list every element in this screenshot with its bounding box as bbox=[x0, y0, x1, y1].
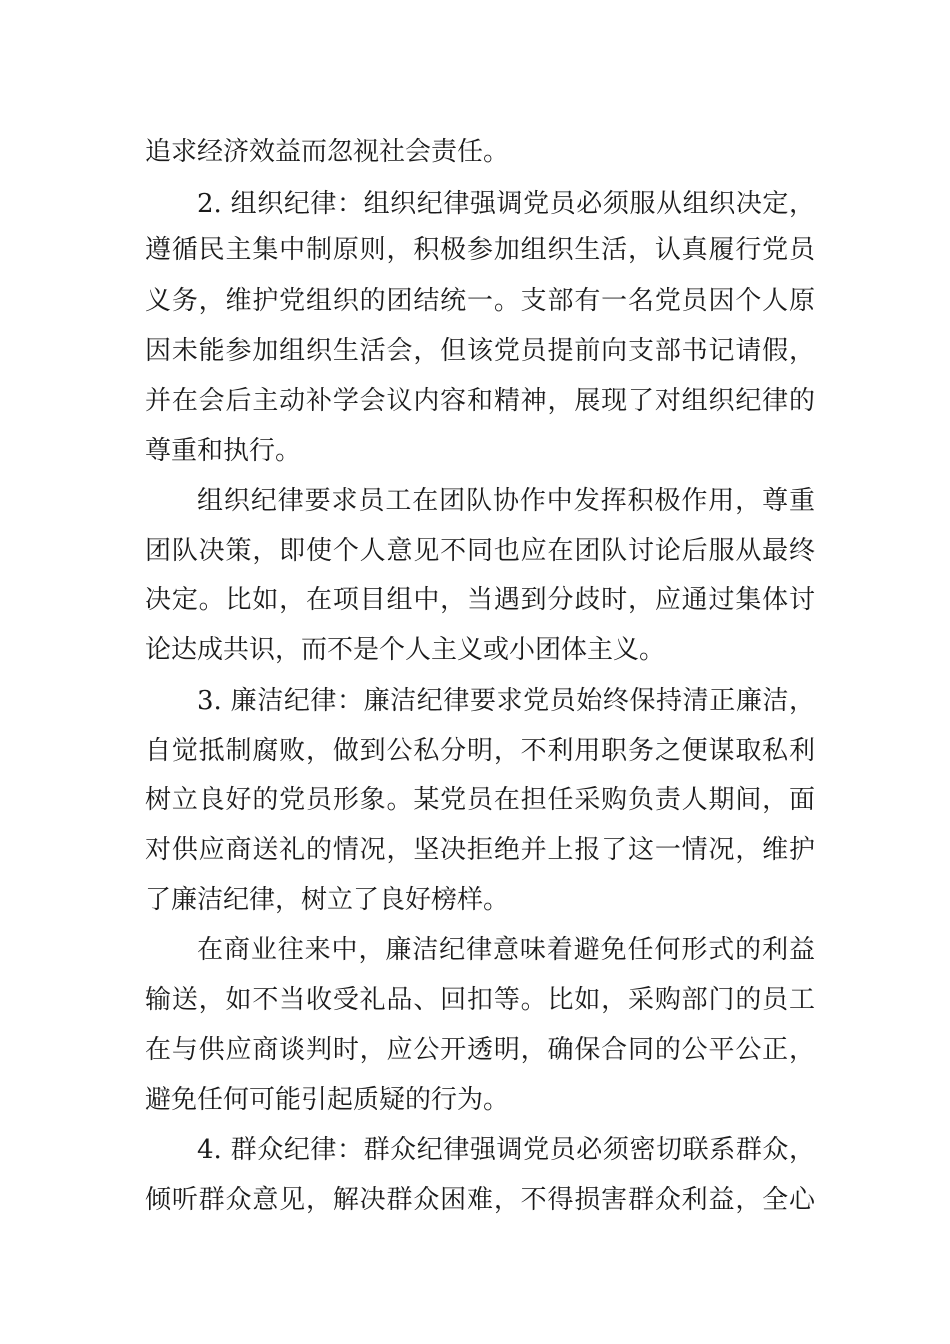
text-line: 避免任何可能引起质疑的行为。 bbox=[145, 1085, 510, 1115]
text-line: 输送，如不当收受礼品、回扣等。比如，采购部门的员工 bbox=[145, 985, 815, 1015]
text-line: 并在会后主动补学会议内容和精神，展现了对组织纪律的 bbox=[145, 386, 815, 416]
text-line: 团队决策，即使个人意见不同也应在团队讨论后服从最终 bbox=[145, 536, 815, 566]
text-line: 倾听群众意见，解决群众困难，不得损害群众利益，全心 bbox=[145, 1185, 815, 1215]
text-line: 树立良好的党员形象。某党员在担任采购负责人期间，面 bbox=[145, 785, 815, 815]
text-line: 对供应商送礼的情况，坚决拒绝并上报了这一情况，维护 bbox=[145, 835, 815, 865]
text-line: 遵循民主集中制原则，积极参加组织生活，认真履行党员 bbox=[145, 235, 815, 265]
text-line: 2. 组织纪律：组织纪律强调党员必须服从组织决定， bbox=[197, 189, 815, 219]
text-line: 在与供应商谈判时，应公开透明，确保合同的公平公正， bbox=[145, 1035, 815, 1065]
text-line: 追求经济效益而忽视社会责任。 bbox=[145, 137, 510, 167]
text-line: 因未能参加组织生活会，但该党员提前向支部书记请假， bbox=[145, 336, 815, 366]
text-line: 了廉洁纪律，树立了良好榜样。 bbox=[145, 885, 510, 915]
text-line: 在商业往来中，廉洁纪律意味着避免任何形式的利益 bbox=[197, 935, 815, 965]
text-line: 自觉抵制腐败，做到公私分明，不利用职务之便谋取私利 bbox=[145, 736, 815, 766]
text-line: 3. 廉洁纪律：廉洁纪律要求党员始终保持清正廉洁， bbox=[197, 686, 815, 716]
text-line: 4. 群众纪律：群众纪律强调党员必须密切联系群众， bbox=[197, 1135, 815, 1165]
text-line: 论达成共识，而不是个人主义或小团体主义。 bbox=[145, 635, 666, 665]
text-line: 义务，维护党组织的团结统一。支部有一名党员因个人原 bbox=[145, 286, 815, 316]
text-line: 决定。比如，在项目组中，当遇到分歧时，应通过集体讨 bbox=[145, 585, 815, 615]
text-line: 尊重和执行。 bbox=[145, 436, 302, 466]
text-line: 组织纪律要求员工在团队协作中发挥积极作用，尊重 bbox=[197, 486, 815, 516]
